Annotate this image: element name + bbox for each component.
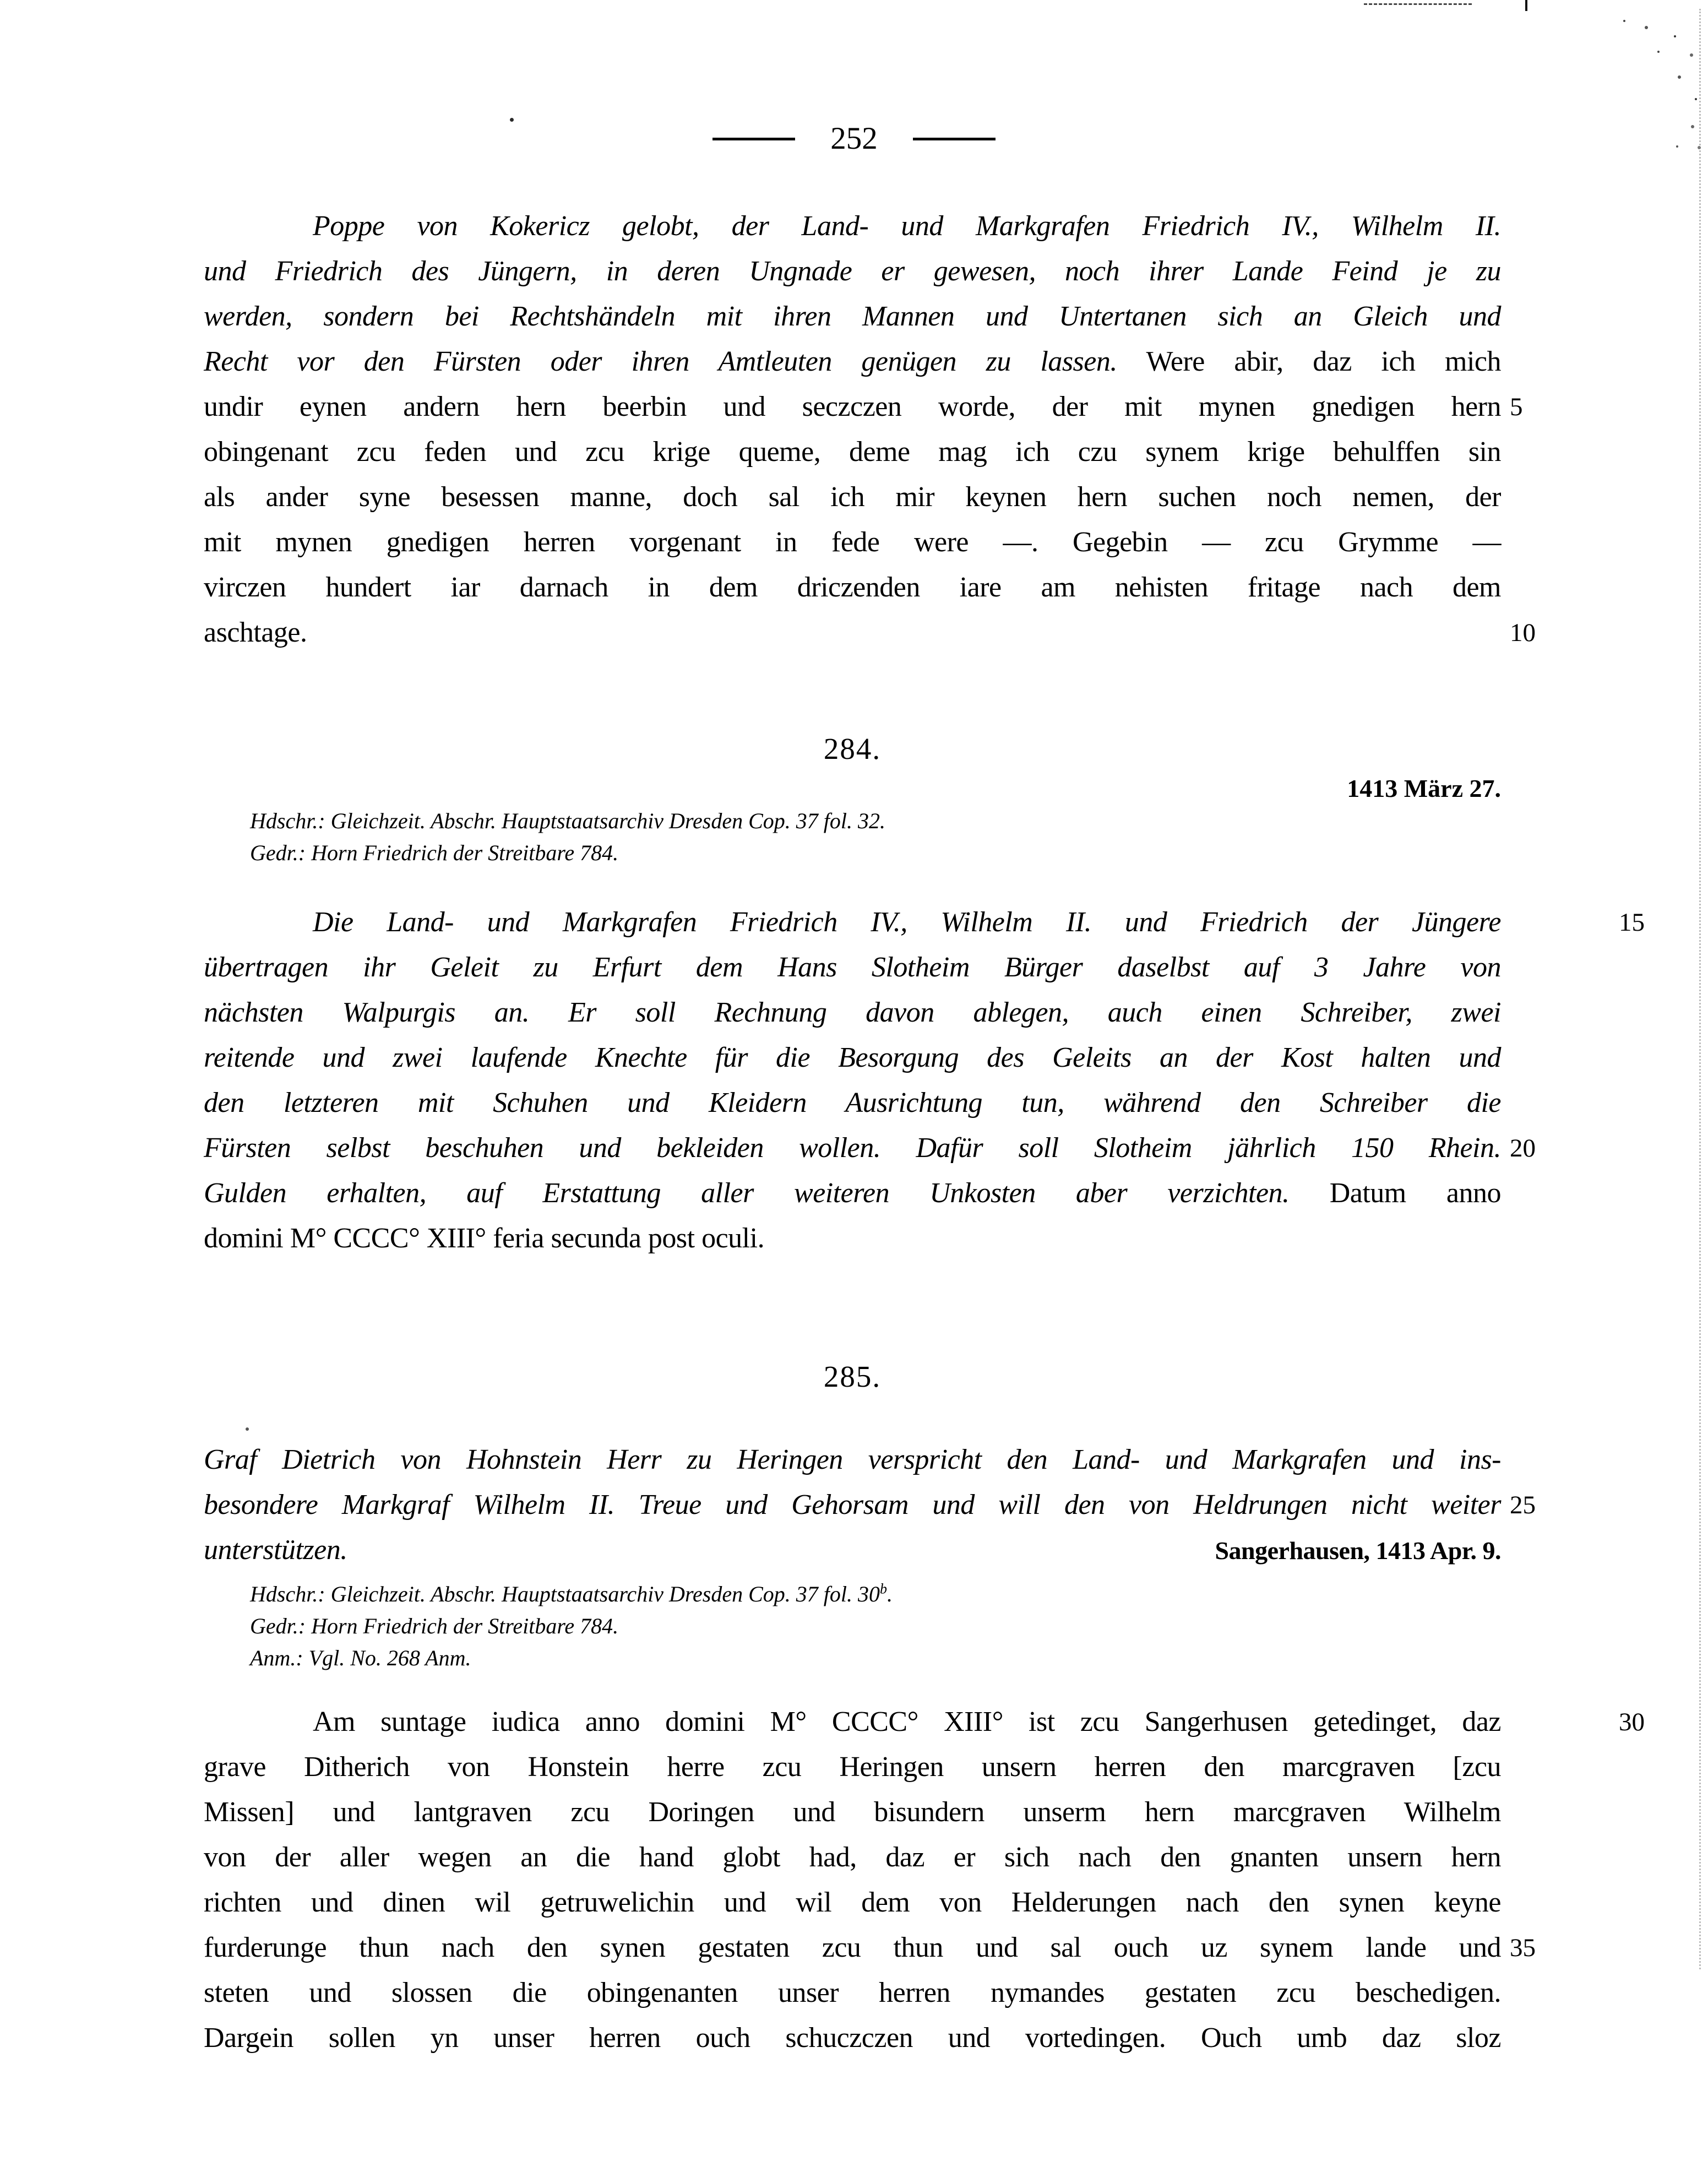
margin-line-number: 25 [1510, 1491, 1536, 1519]
datum-line [204, 1216, 1501, 1261]
regest-text: Poppe von Kokericz gelobt, der Land- und Markgrafen Friedrich IV., Wilhelm II. [313, 210, 1501, 242]
citation-line: Hdschr.: Gleichzeit. Abschr. Hauptstaatsarchiv Dresden Cop. 37 fol. 32. [250, 808, 886, 833]
regest-line [204, 1080, 1501, 1126]
regest-text: besondere Markgraf Wilhelm II. Treue und Gehorsam und will den von Heldrungen nicht weiter [204, 1489, 1501, 1521]
regest-text: übertragen ihr Geleit zu Erfurt dem Hans Slotheim Bürger daselbst auf 3 Jahre von [204, 952, 1501, 983]
margin-line-number: 5 [1510, 393, 1523, 421]
citation-text: . [887, 1582, 893, 1606]
source-text: Missen] und lantgraven zcu Doringen und bisundern unserm hern marcgraven Wilhelm [204, 1796, 1501, 1828]
source-text: furderunge thun nach den synen gestaten zcu thun und sal ouch uz synem lande und [204, 1932, 1501, 1963]
regest-to-text-line [204, 339, 1501, 384]
source-text: virczen hundert iar darnach in dem driczenden iare am nehisten fritage nach dem [204, 572, 1501, 603]
source-text: aschtage. [204, 617, 307, 648]
source-text: mit mynen gnedigen herren vorgenant in fede were —. Gegebin — zcu Grymme — [204, 526, 1501, 558]
scan-artifact-tick [1525, 0, 1527, 11]
scan-artifact-speckles [1623, 20, 1625, 22]
regest-text: Graf Dietrich von Hohnstein Herr zu Heringen verspricht den Land- und Markgrafen und ins- [204, 1444, 1501, 1475]
citations-285 [204, 1578, 1501, 1674]
regest-text: reitende und zwei laufende Knechte für die Besorgung des Geleits an der Kost halten und [204, 1042, 1501, 1073]
source-text: steten und slossen die obingenanten unser herren nymandes gestaten zcu beschedigen. [204, 1977, 1501, 2008]
margin-line-number: 15 [1619, 908, 1645, 937]
text-line [204, 1699, 1645, 1745]
text-line [204, 1745, 1501, 1790]
regest-text: Die Land- und Markgrafen Friedrich IV., Wilhelm II. und Friedrich der Jüngere [313, 906, 1501, 938]
source-text: obingenant zcu feden und zcu krige queme, deme mag ich czu synem krige behulffen sin [204, 436, 1501, 468]
regest-to-datum-line [204, 1171, 1501, 1216]
regest-285 [204, 1437, 1536, 1573]
datum-text: Datum anno [1329, 1177, 1501, 1209]
regest-text: nächsten Walpurgis an. Er soll Rechnung davon ablegen, auch einen Schreiber, zwei [204, 997, 1501, 1028]
text-line [204, 2016, 1501, 2061]
regest-line [204, 900, 1645, 945]
header-rule-right [913, 138, 996, 140]
regest-line [204, 249, 1501, 294]
regest-text: den letzteren mit Schuhen und Kleidern Ausrichtung tun, während den Schreiber die [204, 1087, 1501, 1118]
regest-line [204, 294, 1501, 339]
text-line [204, 1835, 1501, 1880]
regest-text: Gulden erhalten, auf Erstattung aller weiteren Unkosten aber verzichten. [204, 1177, 1290, 1209]
document-date-284: 1413 März 27. [1347, 774, 1501, 802]
regest-line [204, 990, 1501, 1035]
source-text: als ander syne besessen manne, doch sal ich mir keynen hern suchen noch nemen, der [204, 481, 1501, 513]
margin-line-number: 30 [1619, 1708, 1645, 1736]
document-number-284: 284. [823, 732, 882, 765]
source-text: von der aller wegen an die hand globt had, daz er sich nach den gnanten unsern hern [204, 1842, 1501, 1873]
text-line [204, 475, 1501, 520]
header-rule-left [712, 138, 795, 140]
citations-284 [204, 805, 1501, 869]
source-text: richten und dinen wil getruwelichin und wil dem von Helderungen nach den synen keyne [204, 1887, 1501, 1918]
scan-artifact-dot [246, 1427, 249, 1431]
citation-line: Gedr.: Horn Friedrich der Streitbare 784. [250, 1614, 619, 1638]
regest-last-line [204, 1528, 1501, 1573]
text-line [204, 1790, 1501, 1835]
text-line [204, 610, 1536, 655]
text-line [204, 430, 1501, 475]
source-text: grave Ditherich von Honstein herre zcu Heringen unsern herren den marcgraven [zcu [204, 1751, 1501, 1783]
regest-line [204, 1483, 1536, 1528]
regest-line [204, 1126, 1536, 1171]
document-place-date-285: Sangerhausen, 1413 Apr. 9. [1215, 1536, 1501, 1565]
folio-superscript: b [880, 1581, 888, 1597]
text-line [204, 1970, 1501, 2016]
regest-line [204, 1035, 1501, 1080]
regest-text: und Friedrich des Jüngern, in deren Ungnade er gewesen, noch ihrer Lande Feind je zu [204, 256, 1501, 287]
document-number-285: 285. [823, 1360, 882, 1393]
citation-text: Hdschr.: Gleichzeit. Abschr. Hauptstaatsarchiv Dresden Cop. 37 fol. 30 [250, 1582, 880, 1606]
source-text: Were abir, daz ich mich [1146, 346, 1501, 377]
entry-continuation [204, 204, 1536, 655]
regest-text: Fürsten selbst beschuhen und bekleiden wollen. Dafür soll Slotheim jährlich 150 Rhein. [204, 1132, 1501, 1164]
text-line [204, 565, 1501, 610]
regest-text: unterstützen. [204, 1534, 347, 1566]
regest-text: Recht vor den Fürsten oder ihren Amtleuten genügen zu lassen. [204, 346, 1117, 377]
regest-284 [204, 900, 1645, 1261]
page-header [0, 117, 1708, 161]
regest-text: werden, sondern bei Rechtshändeln mit ihren Mannen und Untertanen sich an Gleich und [204, 301, 1501, 332]
margin-line-number: 10 [1510, 618, 1536, 647]
text-line [204, 1880, 1501, 1925]
scan-artifact-page-edge [1699, 9, 1701, 1969]
source-text: Am suntage iudica anno domini M° CCCC° XIII° ist zcu Sangerhusen getedinget, daz [313, 1706, 1501, 1737]
regest-line [204, 1437, 1501, 1483]
source-text: undir eynen andern hern beerbin und seczczen worde, der mit mynen gnedigen hern [204, 391, 1501, 422]
page-number: 252 [830, 121, 878, 156]
margin-line-number: 35 [1510, 1934, 1536, 1962]
scan-artifact-dotted-line [1364, 3, 1472, 5]
text-line [204, 520, 1501, 565]
text-line [204, 1925, 1536, 1970]
datum-text: domini M° CCCC° XIII° feria secunda post oculi. [204, 1223, 765, 1254]
citation-line: Gedr.: Horn Friedrich der Streitbare 784. [250, 840, 619, 865]
citation-line [204, 1578, 1501, 1610]
regest-line [204, 204, 1501, 249]
margin-line-number: 20 [1510, 1134, 1536, 1163]
text-285 [204, 1699, 1645, 2061]
citation-line: Anm.: Vgl. No. 268 Anm. [250, 1646, 471, 1670]
source-text: Dargein sollen yn unser herren ouch schuczczen und vortedingen. Ouch umb daz sloz [204, 2022, 1501, 2054]
text-line [204, 384, 1523, 430]
regest-line [204, 945, 1501, 990]
